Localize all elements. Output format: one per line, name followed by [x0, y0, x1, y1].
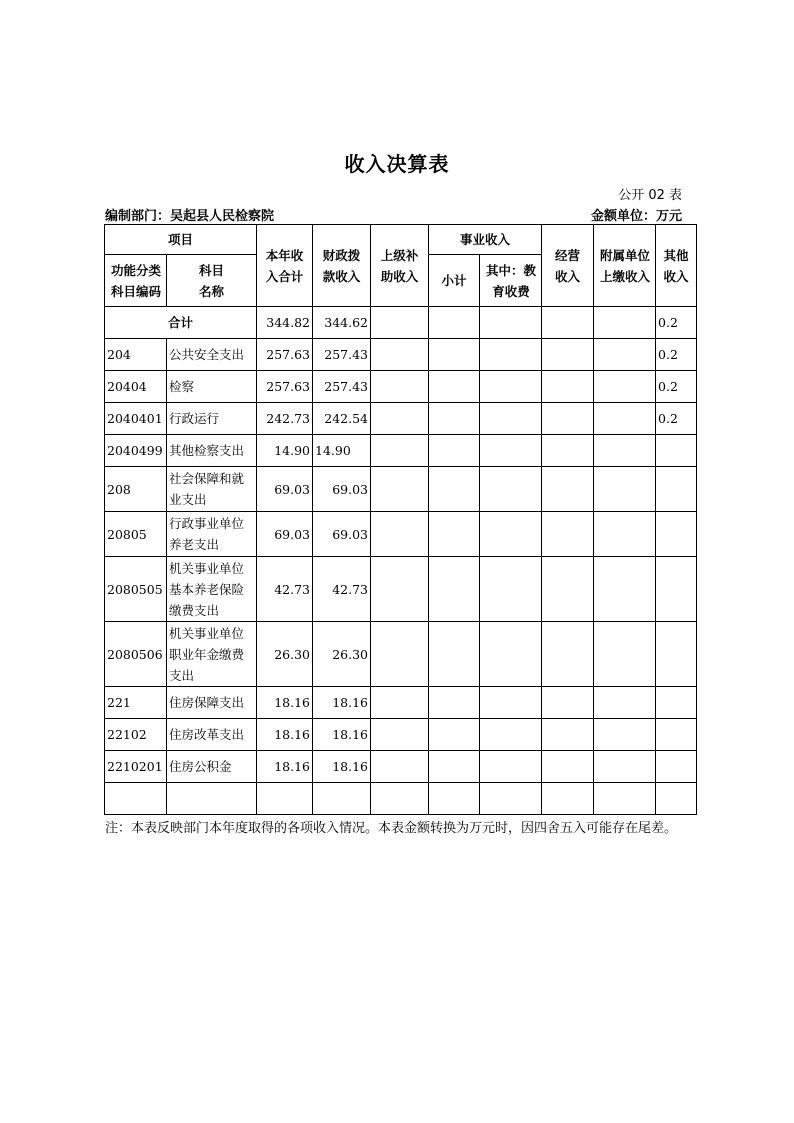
table-row [105, 512, 697, 557]
row-total: 257.63 [257, 371, 313, 403]
row-total: 42.73 [257, 557, 313, 622]
empty-row [105, 783, 697, 815]
row-fiscal: 26.30 [313, 622, 371, 687]
row-fiscal: 18.16 [313, 751, 371, 783]
row-fiscal: 42.73 [313, 557, 371, 622]
row-fiscal: 257.43 [313, 371, 371, 403]
row-total: 26.30 [257, 622, 313, 687]
header-func-code: 功能分类科目编码 [105, 255, 167, 307]
header-business: 事业收入 [429, 225, 542, 255]
row-other [656, 719, 697, 751]
row-other [656, 751, 697, 783]
total-income-value: 344.82 [257, 307, 313, 339]
row-other [656, 435, 697, 467]
table-row [105, 622, 697, 687]
amount-unit-label: 金额单位：万元 [590, 209, 682, 224]
row-other [656, 512, 697, 557]
row-total: 242.73 [257, 403, 313, 435]
row-other [656, 622, 697, 687]
row-total: 18.16 [257, 687, 313, 719]
header-subject-name: 科目 名称 [167, 255, 257, 307]
row-name: 住房保障支出 [167, 687, 257, 719]
row-total: 18.16 [257, 751, 313, 783]
income-table [104, 224, 697, 815]
table-row [105, 339, 697, 371]
row-code: 2080505 [105, 557, 167, 622]
row-fiscal: 242.54 [313, 403, 371, 435]
total-fiscal-value: 344.62 [313, 307, 371, 339]
table-row [105, 719, 697, 751]
row-other: 0.2 [656, 339, 697, 371]
row-other [656, 467, 697, 512]
header-affiliated: 附属单位上缴收入 [594, 225, 656, 307]
row-other: 0.2 [656, 371, 697, 403]
row-other [656, 557, 697, 622]
row-name: 机关事业单位基本养老保险缴费支出 [167, 557, 257, 622]
header-superior: 上级补助收入 [371, 225, 429, 307]
table-row [105, 751, 697, 783]
row-fiscal: 257.43 [313, 339, 371, 371]
row-total: 69.03 [257, 512, 313, 557]
row-name: 机关事业单位职业年金缴费支出 [167, 622, 257, 687]
row-code: 20805 [105, 512, 167, 557]
footnote: 注：本表反映部门本年度取得的各项收入情况。本表金额转换为万元时，因四舍五入可能存在尾差。 [105, 821, 678, 836]
header-subtotal: 小计 [429, 255, 480, 307]
row-name: 检察 [167, 371, 257, 403]
row-fiscal: 69.03 [313, 512, 371, 557]
row-name: 社会保障和就业支出 [167, 467, 257, 512]
header-item: 项目 [105, 225, 257, 255]
total-label: 合计 [105, 307, 257, 339]
table-row [105, 435, 697, 467]
row-total: 14.90 [257, 435, 313, 467]
row-code: 204 [105, 339, 167, 371]
row-total: 69.03 [257, 467, 313, 512]
row-fiscal: 18.16 [313, 687, 371, 719]
row-other: 0.2 [656, 403, 697, 435]
row-code: 2040499 [105, 435, 167, 467]
total-other-value: 0.2 [656, 307, 697, 339]
row-code: 221 [105, 687, 167, 719]
table-row [105, 557, 697, 622]
header-total-income: 本年收入合计 [257, 225, 313, 307]
header-operating: 经营收入 [542, 225, 594, 307]
row-code: 20404 [105, 371, 167, 403]
page-title: 收入决算表 [344, 152, 450, 176]
row-code: 22102 [105, 719, 167, 751]
table-row [105, 687, 697, 719]
row-name: 住房改革支出 [167, 719, 257, 751]
row-name: 行政运行 [167, 403, 257, 435]
table-row [105, 403, 697, 435]
header-edu: 其中：教育收费 [480, 255, 542, 307]
row-code: 2080506 [105, 622, 167, 687]
row-name: 行政事业单位养老支出 [167, 512, 257, 557]
row-code: 2210201 [105, 751, 167, 783]
row-code: 2040401 [105, 403, 167, 435]
table-row [105, 467, 697, 512]
row-fiscal: 14.90 [313, 435, 371, 467]
row-other [656, 687, 697, 719]
row-total: 257.63 [257, 339, 313, 371]
header-fiscal: 财政拨款收入 [313, 225, 371, 307]
row-fiscal: 69.03 [313, 467, 371, 512]
total-row [105, 307, 697, 339]
row-name: 住房公积金 [167, 751, 257, 783]
row-name: 其他检察支出 [167, 435, 257, 467]
table-row [105, 371, 697, 403]
header-other: 其他收入 [656, 225, 697, 307]
department-label: 编制部门：吴起县人民检察院 [105, 209, 275, 224]
row-name: 公共安全支出 [167, 339, 257, 371]
row-fiscal: 18.16 [313, 719, 371, 751]
row-total: 18.16 [257, 719, 313, 751]
form-number: 公开 02 表 [618, 188, 682, 203]
row-code: 208 [105, 467, 167, 512]
